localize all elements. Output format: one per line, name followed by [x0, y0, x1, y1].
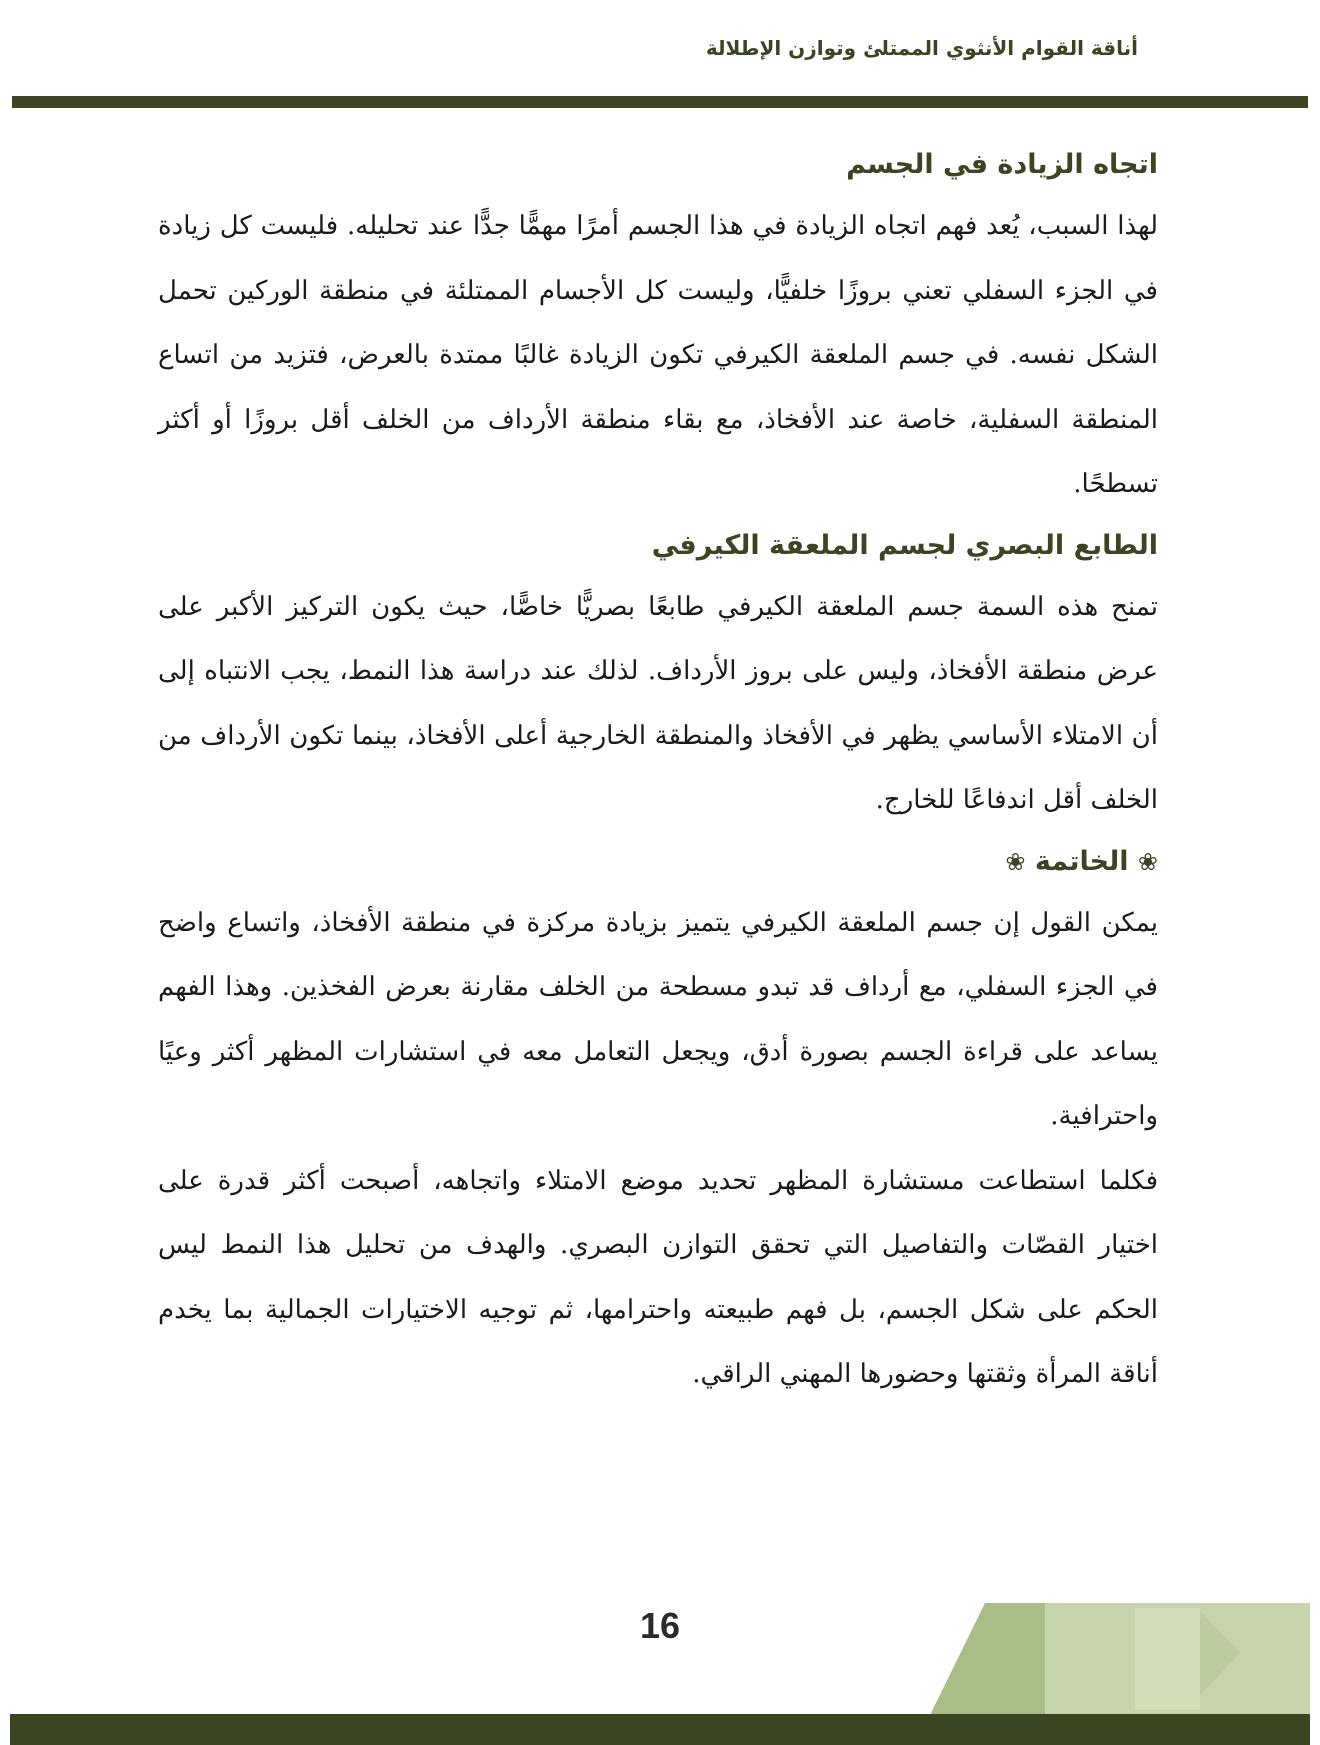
running-header: أناقة القوام الأنثوي الممتلئ وتوازن الإطلالة — [705, 36, 1138, 60]
paragraph-conclusion-2: فكلما استطاعت مستشارة المظهر تحديد موضع الامتلاء واتجاهه، أصبحت أكثر قدرة على اختيار القصّات والتفاصيل التي تحقق التوازن البصري. والهدف من تحليل هذا النمط ليس الحكم على شكل الجسم، بل فهم طبيعته واحترامها، ثم توجيه الاختيارات الجمالية بما يخدم أناقة المرأة وثقتها وحضورها المهني الراقي. — [158, 1165, 1158, 1389]
section-heading-growth-direction: اتجاه الزيادة في الجسم — [846, 149, 1158, 180]
section-heading-visual-character: الطابع البصري لجسم الملعقة الكيرفي — [651, 529, 1158, 561]
paragraph-conclusion-1: يمكن القول إن جسم الملعقة الكيرفي يتميز بزيادة مركزة في منطقة الأفخاذ، واتساع واضح في الجزء السفلي، مع أرداف قد تبدو مسطحة من الخلف مقارنة بعرض الفخذين. وهذا الفهم يساعد على قراءة الجسم بصورة أدق، ويجعل التعامل معه في استشارات المظهر أكثر وعيًا واحترافية. — [158, 907, 1159, 1131]
paragraph-visual-character: تمنح هذه السمة جسم الملعقة الكيرفي طابعًا بصريًّا خاصًّا، حيث يكون التركيز الأكبر على عرض منطقة الأفخاذ، وليس على بروز الأرداف. لذلك عند دراسة هذا النمط، يجب الانتباه إلى أن الامتلاء الأساسي يظهر في الأفخاذ والمنطقة الخارجية أعلى الأفخاذ، بينما تكون الأرداف من الخلف أقل اندفاعًا للخارج. — [158, 591, 1158, 815]
section-heading-conclusion — [158, 833, 1158, 891]
page-content — [158, 136, 1158, 1407]
header-divider-bar — [12, 96, 1308, 108]
paragraph-growth-direction: لهذا السبب، يُعد فهم اتجاه الزيادة في هذا الجسم أمرًا مهمًّا جدًّا عند تحليله. فليست كل زيادة في الجزء السفلي تعني بروزًا خلفيًّا، وليست كل الأجسام الممتلئة في منطقة الوركين تحمل الشكل نفسه. في جسم الملعقة الكيرفي تكون الزيادة غالبًا ممتدة بالعرض، فتزيد من اتساع المنطقة السفلية، خاصة عند الأفخاذ، مع بقاء منطقة الأرداف من الخلف أقل بروزًا أو أكثر تسطحًا. — [158, 211, 1158, 499]
flower-ornament-icon: ❀ — [1005, 847, 1026, 876]
conclusion-title-text: الخاتمة — [1034, 845, 1129, 877]
flower-ornament-icon: ❀ — [1137, 847, 1158, 876]
page-number: 16 — [639, 1605, 681, 1646]
footer-bar — [10, 1714, 1310, 1745]
